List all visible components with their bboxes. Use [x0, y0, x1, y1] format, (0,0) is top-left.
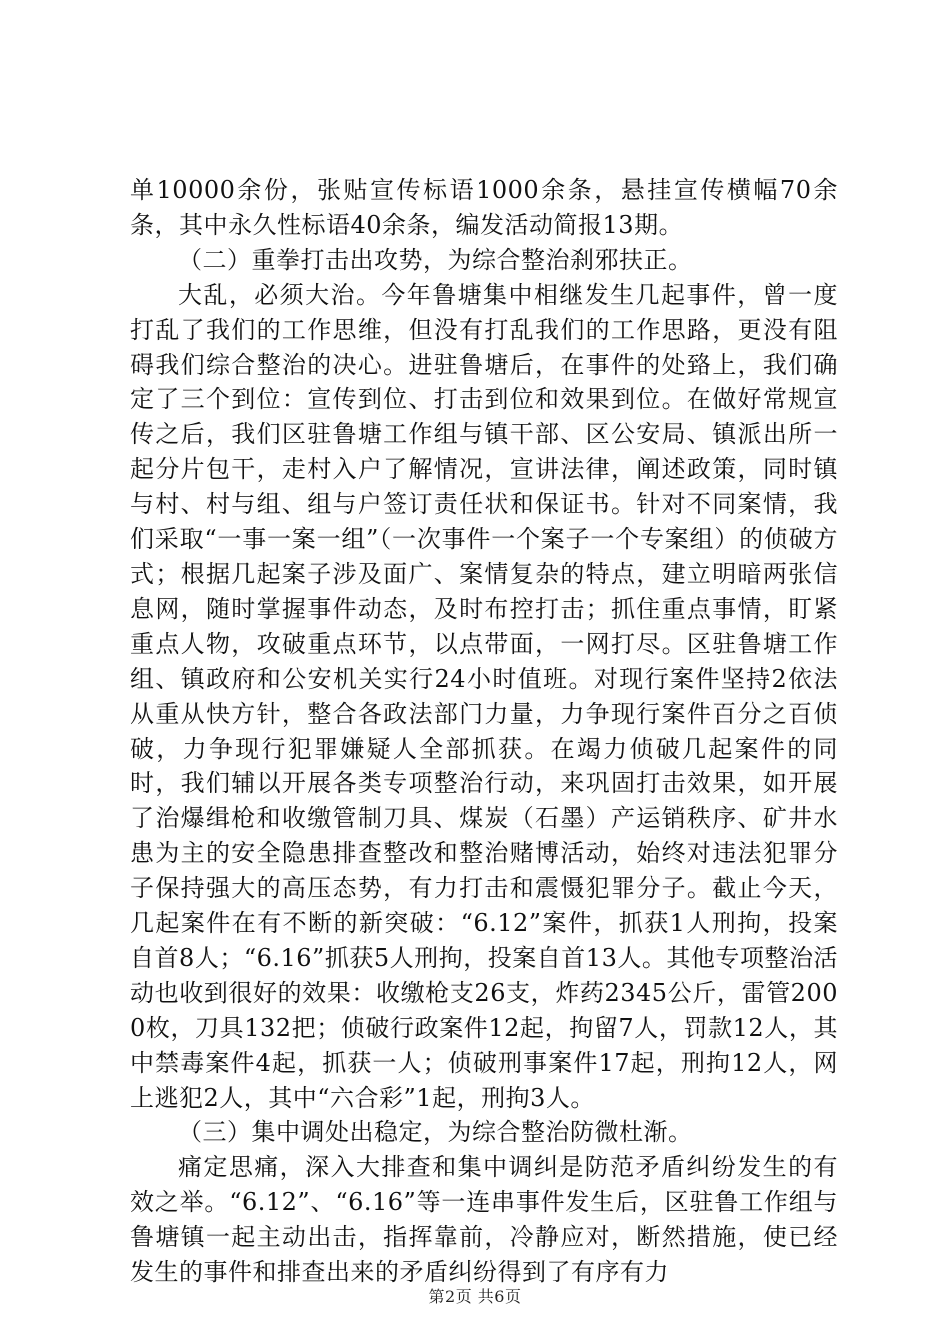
page-number-footer: 第2页 共6页 — [428, 1287, 522, 1306]
paragraph-continuation: 单10000余份，张贴宣传标语1000余条，悬挂宣传横幅70余条，其中永久性标语40余条，编发活动简报13期。 — [130, 176, 838, 239]
paragraph-crackdown: 大乱，必须大治。今年鲁塘集中相继发生几起事件，曾一度打乱了我们的工作思维，但没有打乱我们的工作思路，更没有阻碍我们综合整治的决心。进驻鲁塘后，在事件的处臵上，我们确定了三个到位：宣传到位、打击到位和效果到位。在做好常规宣传之后，我们区驻鲁塘工作组与镇干部、区公安局、镇派出所一起分片包干，走村入户了解情况，宣讲法律，阐述政策，同时镇与村、村与组、组与户签订责任状和保证书。针对不同案情，我们采取“一事一案一组”（一次事件一个案子一个专案组）的侦破方式；根据几起案子涉及面广、案情复杂的特点，建立明暗两张信息网，随时掌握事件动态，及时布控打击；抓住重点事情，盯紧重点人物，攻破重点环节，以点带面，一网打尽。区驻鲁塘工作组、镇政府和公安机关实行24小时值班。对现行案件坚持2依法从重从快方针，整合各政法部门力量，力争现行案件百分之百侦破，力争现行犯罪嫌疑人全部抓获。在竭力侦破几起案件的同时，我们辅以开展各类专项整治行动，来巩固打击效果，如开展了治爆缉枪和收缴管制刀具、煤炭（石墨）产运销秩序、矿井水患为主的安全隐患排查整改和整治赌博活动，始终对违法犯罪分子保持强大的高压态势，有力打击和震慑犯罪分子。截止今天，几起案件在有不断的新突破：“6.12”案件，抓获1人刑拘，投案自首8人；“6.16”抓获5人刑拘，投案自首13人。其他专项整治活动也收到很好的效果：收缴枪支26支，炸药2345公斤，雷管2000枚，刀具132把；侦破行政案件12起，拘留7人，罚款12人，其中禁毒案件4起，抓获一人；侦破刑事案件17起，刑拘12人，网上逃犯2人，其中“六合彩”1起，刑拘3人。 — [130, 280, 838, 1112]
paragraph-mediation: 痛定思痛，深入大排查和集中调纠是防范矛盾纠纷发生的有效之举。“6.12”、“6.16”等一连串事件发生后，区驻鲁工作组与鲁塘镇一起主动出击，指挥靠前，冷静应对，断然措施，使已经发生的事件和排查出来的矛盾纠纷得到了有序有力 — [130, 1153, 838, 1287]
section-heading-2: （二）重拳打击出攻势，为综合整治刹邪扶正。 — [178, 245, 693, 274]
document-body — [130, 173, 838, 1290]
section-heading-3: （三）集中调处出稳定，为综合整治防微杜渐。 — [178, 1118, 693, 1147]
